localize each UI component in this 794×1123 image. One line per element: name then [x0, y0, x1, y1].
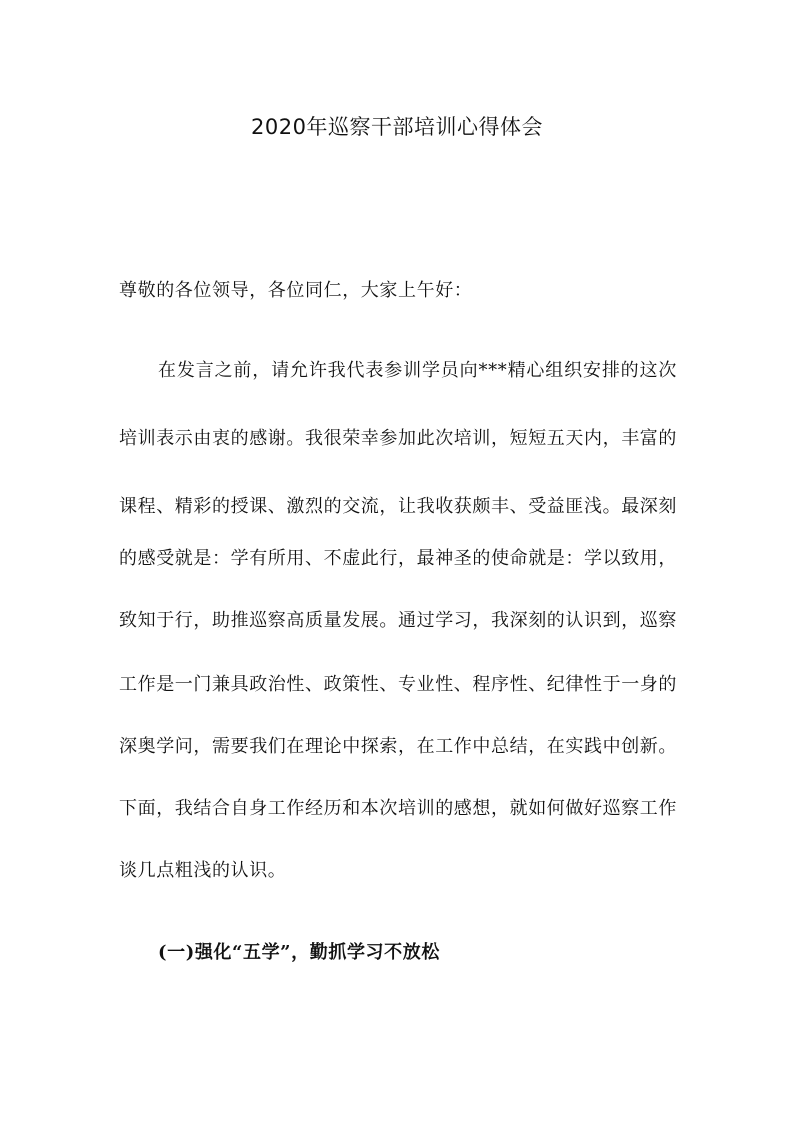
salutation: 尊敬的各位领导，各位同仁，大家上午好： — [119, 280, 473, 301]
paragraph-line-3: 课程、精彩的授课、激烈的交流，让我收获颇丰、受益匪浅。最深刻 — [119, 496, 677, 517]
paragraph-line-7: 深奥学问，需要我们在理论中探索，在工作中总结，在实践中创新。 — [119, 736, 677, 757]
document-title: 2020年巡察干部培训心得体会 — [251, 115, 543, 139]
paragraph-line-5: 致知于行，助推巡察高质量发展。通过学习，我深刻的认识到，巡察 — [119, 610, 677, 631]
paragraph-line-9: 谈几点粗浅的认识。 — [119, 860, 287, 881]
paragraph-line-6: 工作是一门兼具政治性、政策性、专业性、程序性、纪律性于一身的 — [119, 674, 677, 695]
paragraph-line-4: 的感受就是：学有所用、不虚此行，最神圣的使命就是：学以致用， — [119, 548, 677, 569]
paragraph-line-2: 培训表示由衷的感谢。我很荣幸参加此次培训，短短五天内，丰富的 — [119, 428, 677, 449]
section-heading: (一)强化“五学”，勤抓学习不放松 — [158, 942, 440, 963]
paragraph-line-1: 在发言之前，请允许我代表参训学员向***精心组织安排的这次 — [158, 360, 677, 381]
paragraph-line-8: 下面，我结合自身工作经历和本次培训的感想，就如何做好巡察工作 — [119, 798, 677, 819]
